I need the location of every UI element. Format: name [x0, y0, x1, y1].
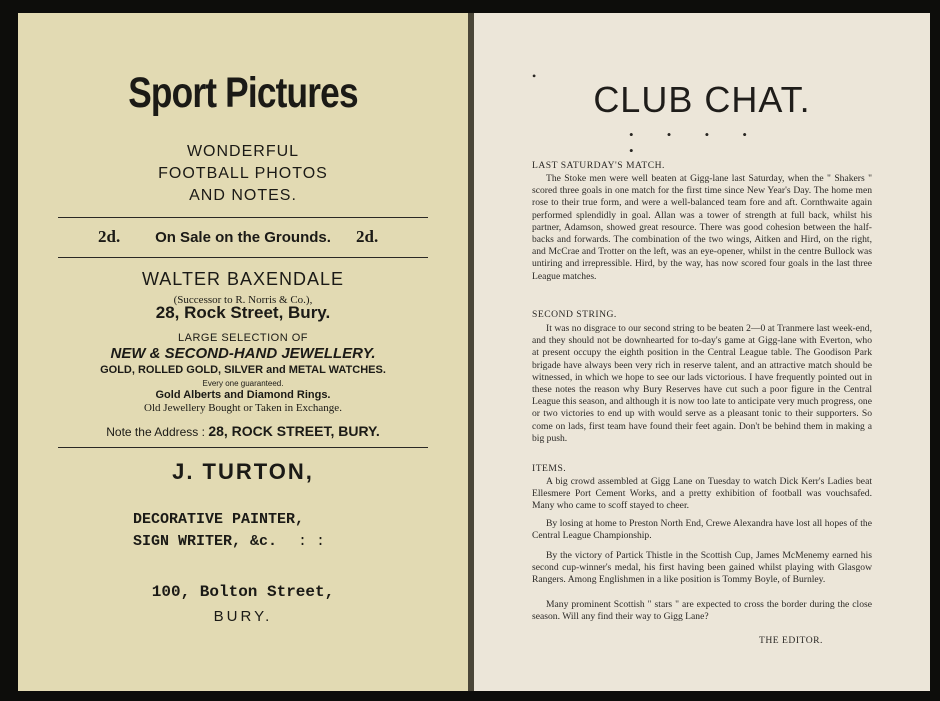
on-sale-text: On Sale on the Grounds. [155, 229, 331, 246]
section-second-string [532, 323, 872, 445]
sign-writer-text [133, 533, 325, 550]
turton-name: J. TURTON, [172, 459, 314, 484]
decorative-colons: : : [298, 533, 326, 550]
sport-pictures-title: Sport Pictures [128, 69, 358, 117]
section-items [532, 476, 872, 513]
paragraph-scottish-stars: Many prominent Scottish " stars " are expected to cross the border during the close season. Will any find their way to Gigg Lane? [532, 599, 872, 623]
section-items-3 [532, 550, 872, 587]
right-page [474, 13, 930, 691]
heading-second-string: SECOND STRING. [532, 309, 617, 320]
on-sale-line [18, 229, 468, 246]
ink-dot: • [532, 69, 537, 83]
sign-writer-label: SIGN WRITER, &c. [133, 533, 278, 550]
alberts-text: Gold Alberts and Diamond Rings. [155, 389, 331, 401]
bolton-street-address: 100, Bolton Street, [151, 583, 335, 601]
wonderful-text: WONDERFUL [186, 143, 300, 160]
section-last-saturday [532, 173, 872, 283]
successor-text: (Successor to R. Norris & Co.), [173, 294, 313, 306]
rock-street-address: 28, Rock Street, Bury. [155, 303, 331, 322]
decorative-painter-text: DECORATIVE PAINTER, [133, 511, 305, 528]
paragraph-dick-kerr: A big crowd assembled at Gigg Lane on Tuesday to watch Dick Kerr's Ladies beat Ellesmere Port Cement Works, and a pretty exhibition of football was vouchsafed. Many who came to scoff stayed to cheer. [532, 476, 872, 512]
club-chat-title: CLUB CHAT. [593, 79, 811, 120]
football-photos-text: FOOTBALL PHOTOS [158, 165, 328, 182]
note-prefix: Note the Address : [106, 425, 205, 439]
watches-text: GOLD, ROLLED GOLD, SILVER and METAL WATCHES. [100, 364, 386, 376]
left-page [18, 13, 468, 691]
heading-last-saturday: LAST SATURDAY'S MATCH. [532, 160, 665, 171]
divider-rule [58, 447, 428, 448]
price-right: 2d. [356, 227, 379, 246]
price-left: 2d. [98, 227, 121, 246]
section-items-4 [532, 599, 872, 623]
heading-items: ITEMS. [532, 463, 567, 474]
section-items-2 [532, 518, 872, 542]
paragraph-reserves: It was no disgrace to our second string to be beaten 2—0 at Tranmere last week-end, and they should not be downhearted for to-day's game at Gigg-lane with Everton, who at present occupy the eighth position in the Central League table. The Goodison Park brigade have always been very rich in reserve talent, and an attractive match should be witnessed, in which we hope to see our lads victorious. I have frequently pointed out in these notes the reason why Bury Reserves have cut such a poor figure in the Central League this season, and although it is now too late to anticipate very much progress, one or two victories to end up with would serve as a pleasant tonic to their supporters. So come on lads, first team have found their feet again. Don't be behind them in making a big push. [532, 323, 872, 444]
divider-rule [58, 257, 428, 258]
divider-rule [58, 217, 428, 218]
paragraph-crewe: By losing at home to Preston North End, Crewe Alexandra have lost all hopes of the Central League Championship. [532, 518, 872, 542]
guarantee-text: Every one guaranteed. [202, 379, 284, 388]
large-selection-text: LARGE SELECTION OF [177, 332, 309, 344]
old-jewellery-text: Old Jewellery Bought or Taken in Exchange. [144, 402, 342, 414]
note-address-line [18, 423, 468, 439]
paragraph-match-report: The Stoke men were well beaten at Gigg-lane last Saturday, when the " Shakers " scored three goals in one match for the first time since New Year's Day. The home men rose to their true form, and were a well-balanced team fore and aft. Cornthwaite again performed splendidly in goal. Allan was a tower of strength at full back, whilst his partner, Adamson, showed great resource. There was good cohesion between the half-backs and forwards. The combination of the two wings, Aitken and Hird, on the right, and McCrae and Trotter on the left, was an eye-opener, whilst in the centre Bullock was untiring and irrepressible. Hird, by the way, has now scored four goals in the last three League matches. [532, 173, 872, 282]
bury-text: BURY. [213, 608, 273, 625]
editor-signature: THE EDITOR. [759, 635, 823, 646]
note-address: 28, ROCK STREET, BURY. [208, 423, 380, 439]
paragraph-partick: By the victory of Partick Thistle in the Scottish Cup, James McMenemy earned his second cup-winner's medal, his first having been gained whilst playing with Glasgow Rangers. Among Englishmen in a like position is Tommy Boyle, of Burnley. [532, 550, 872, 586]
jewellery-heading: NEW & SECOND-HAND JEWELLERY. [110, 345, 376, 362]
and-notes-text: AND NOTES. [189, 187, 297, 204]
title-dots: • • • • • [629, 127, 762, 158]
baxendale-name: WALTER BAXENDALE [141, 269, 345, 289]
